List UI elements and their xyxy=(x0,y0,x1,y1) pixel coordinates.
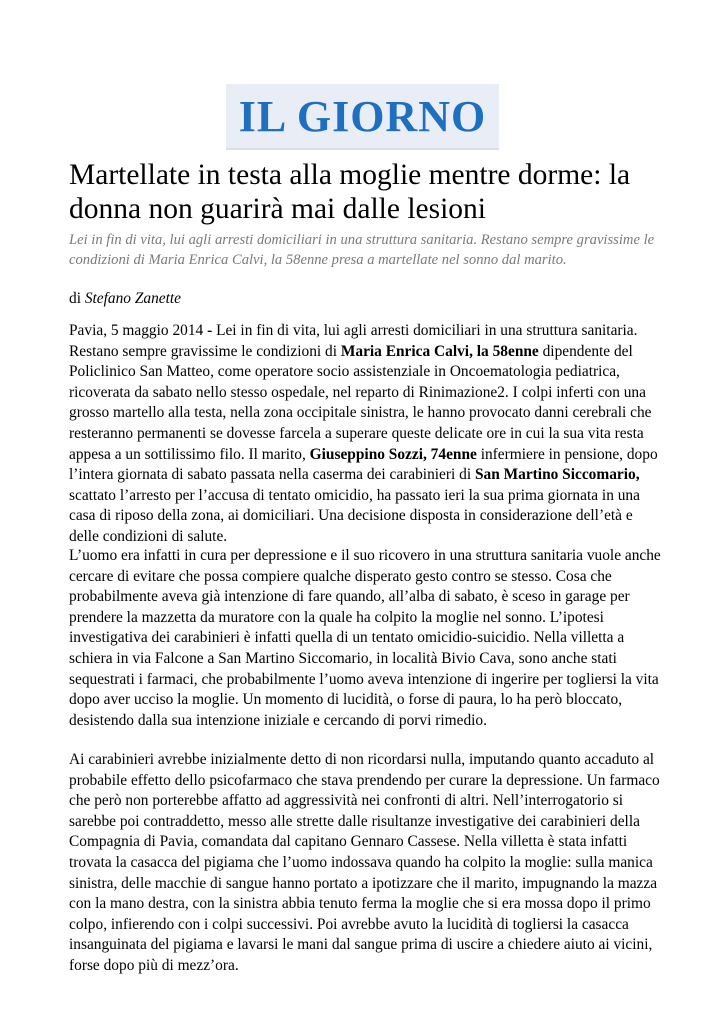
article-title: Martellate in testa alla moglie mentre dorme: la donna non guarirà mai dalle lesioni xyxy=(69,159,631,225)
place-name: San Martino Siccomario, xyxy=(474,466,640,484)
article-subtitle: Lei in fin di vita, lui agli arresti domiciliari in una struttura sanitaria. Restano sempre gravissime le condizioni di Maria Enrica Calvi, la 58enne presa a martellate nel sonno dal marito. xyxy=(69,232,655,268)
newspaper-logo xyxy=(226,84,499,150)
dateline-dash: - xyxy=(207,322,217,339)
byline xyxy=(69,289,181,309)
byline-prefix: di xyxy=(69,290,85,307)
author-name: Stefano Zanette xyxy=(84,290,182,307)
paragraph-1-text-c: infermiere in pensione, dopo l’intera giornata di sabato passata nella caserma dei carabinieri di xyxy=(69,445,658,484)
husband-name: Giuseppino Sozzi, 74enne xyxy=(309,445,477,463)
paragraph-1-text-a: Lei in fin di vita, lui agli arresti domiciliari in una struttura sanitaria. Restano sempre gravissime le condizioni di xyxy=(69,322,638,360)
logo-text: IL GIORNO xyxy=(238,91,487,141)
paragraph-1 xyxy=(69,321,665,548)
paragraph-1-text-b: dipendente del Policlinico San Matteo, come operatore socio assistenziale in Oncoematologia pediatrica, ricoverata da sabato nello stesso ospedale, nel reparto di Rinimazione2. I colpi inferti con una grosso martello alla testa, nella zona occipitale sinistra, le hanno provocato danni cerebrali che resteranno permanenti se dovesse farcela a superare queste delicate ore in cui la sua vita resta appesa a un sottilissimo filo. Il marito, xyxy=(69,342,652,463)
paragraph-1-text-d: scattato l’arresto per l’accusa di tentato omicidio, ha passato ieri la sua prima giornata in una casa di riposo della zona, ai domiciliari. Una decisione disposta in considerazione dell’età e delle condizioni di salute. xyxy=(69,486,640,545)
dateline: Pavia, 5 maggio 2014 xyxy=(69,322,208,339)
paragraph-3: Ai carabinieri avrebbe inizialmente detto di non ricordarsi nulla, imputando quanto accaduto al probabile effetto dello psicofarmaco che stava prendendo per curare la depressione. Un farmaco che però non porterebbe affatto ad aggressività nei confronti di altri. Nell’interrogatorio si sarebbe poi contraddetto, messo alle strette dalle risultanze investigative dei carabinieri della Compagnia di Pavia, comandata dal capitano Gennaro Cassese. Nella villetta è stata infatti trovata la casacca del pigiama che l’uomo indossava quando ha colpito la moglie: sulla manica sinistra, delle macchie di sangue hanno portato a ipotizzare che il marito, impugnando la mazza con la mano destra, con la sinistra abbia tenuto ferma la moglie che si era mossa dopo il primo colpo, infierendo con i colpi successivi. Poi avrebbe avuto la lucidità di togliersi la casacca insanguinata del pigiama e lavarsi le mani dal sangue prima di uscire a chiedere aiuto ai vicini, forse dopo più di mezz’ora. xyxy=(69,751,660,974)
victim-name: Maria Enrica Calvi, la 58enne xyxy=(340,342,539,360)
paragraph-2: L’uomo era infatti in cura per depressione e il suo ricovero in una struttura sanitaria vuole anche cercare di evitare che possa compiere qualche disperato gesto contro se stesso. Cosa che probabilmente aveva già intenzione di fare quando, all’alba di sabato, è sceso in garage per prendere la mazzetta da muratore con la quale ha colpito la moglie nel sonno. L’ipotesi investigativa dei carabinieri è infatti quella di un tentato omicidio-suicidio. Nella villetta a schiera in via Falcone a San Martino Siccomario, in località Bivio Cava, sono anche stati sequestrati i farmaci, che probabilmente l’uomo aveva intenzione di ingerire per togliersi la vita dopo aver ucciso la moglie. Un momento di lucidità, o forse di paura, lo ha però bloccato, desistendo dalla sua intenzione iniziale e cercando di porvi rimedio. xyxy=(69,547,661,729)
